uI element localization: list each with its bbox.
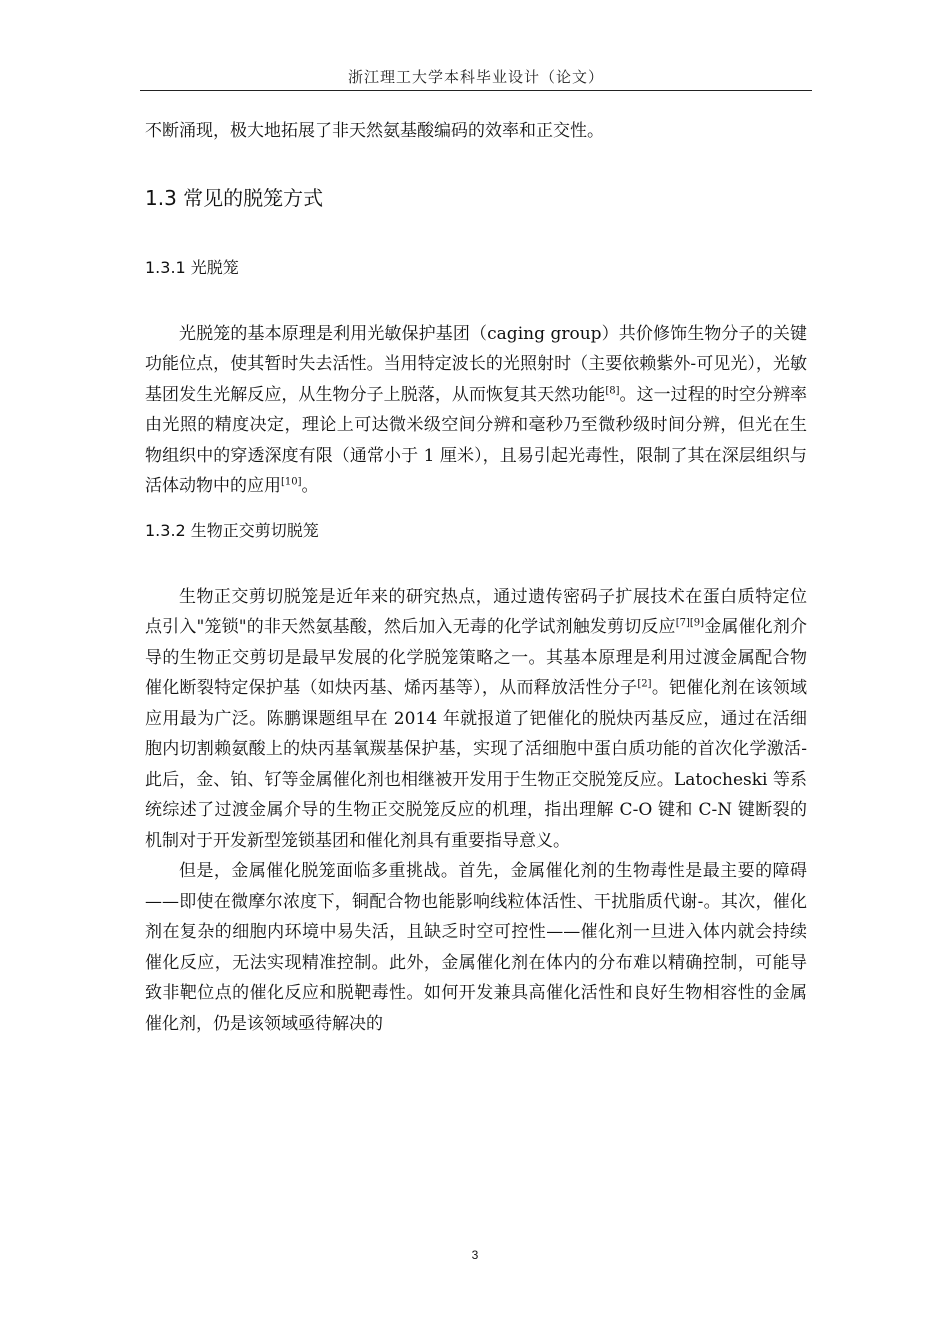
paragraph-photo-uncaging xyxy=(145,319,807,502)
text-run: 生物正交剪切脱笼是近年来的研究热点，通过遗传密码子扩展技术在蛋白质特定位点引入"笼锁"的非天然氨基酸，然后加入无毒的化学试剂触发剪切反应 xyxy=(145,586,807,637)
text-run: 。 xyxy=(301,476,319,496)
text-run: 。钯催化剂在该领域应用最为广泛。陈鹏课题组早在 2014 年就报道了钯催化的脱炔丙基反应，通过在活细胞内切割赖氨酸上的炔丙基氧羰基保护基，实现了活细胞中蛋白质功能的首次化学激活-此后，金、铂、钌等金属催化剂也相继被开发用于生物正交脱笼反应。Latocheski 等系统综述了过渡金属介导的生物正交脱笼反应的机理，指出理解 C-O 键和 C-N 键断裂的机制对于开发新型笼锁基团和催化剂具有重要指导意义。 xyxy=(145,678,808,851)
subsection-heading-photo-uncaging: 1.3.1 光脱笼 xyxy=(145,257,239,277)
text-run: 。这一过程的时空分辨率由光照的精度决定，理论上可达微米级空间分辨和毫秒乃至微秒级时间分辨，但光在生物组织中的穿透深度有限（通常小于 1 厘米），且易引起光毒性，限制了其在深层组织与活体动物中的应用 xyxy=(145,384,808,496)
section-heading: 1.3 常见的脱笼方式 xyxy=(145,185,324,210)
citation: [10] xyxy=(281,476,302,488)
running-header: 浙江理工大学本科毕业设计（论文） xyxy=(347,68,604,86)
citation: [7][9] xyxy=(675,617,705,629)
paragraph-metal-catalysis-challenges: 但是，金属催化脱笼面临多重挑战。首先，金属催化剂的生物毒性是最主要的障碍——即使在微摩尔浓度下，铜配合物也能影响线粒体活性、干扰脂质代谢-。其次，催化剂在复杂的细胞内环境中易失活，且缺乏时空可控性——催化剂一旦进入体内就会持续催化反应，无法实现精准控制。此外，金属催化剂在体内的分布难以精确控制，可能导致非靶位点的催化反应和脱靶毒性。如何开发兼具高催化活性和良好生物相容性的金属催化剂，仍是该领域亟待解决的 xyxy=(145,861,807,1034)
citation: [8] xyxy=(605,384,620,396)
text-run: 金属催化剂介导的生物正交剪切是最早发展的化学脱笼策略之一。其基本原理是利用过渡金属配合物催化断裂特定保护基（如炔丙基、烯丙基等），从而释放活性分子 xyxy=(145,617,807,698)
header-rule xyxy=(140,90,812,91)
citation: [2] xyxy=(637,678,652,690)
subsection-heading-bioorthogonal-cleavage: 1.3.2 生物正交剪切脱笼 xyxy=(145,520,319,540)
page-number: 3 xyxy=(471,1248,479,1262)
paragraph-bioorthogonal-cleavage xyxy=(145,582,807,857)
continued-paragraph: 不断涌现，极大地拓展了非天然氨基酸编码的效率和正交性。 xyxy=(145,121,604,141)
page-body xyxy=(145,116,807,1039)
text-run: 光脱笼的基本原理是利用光敏保护基团（caging group）共价修饰生物分子的关键功能位点，使其暂时失去活性。当用特定波长的光照射时（主要依赖紫外-可见光），光敏基团发生光解反应，从生物分子上脱落，从而恢复其天然功能 xyxy=(145,323,807,405)
